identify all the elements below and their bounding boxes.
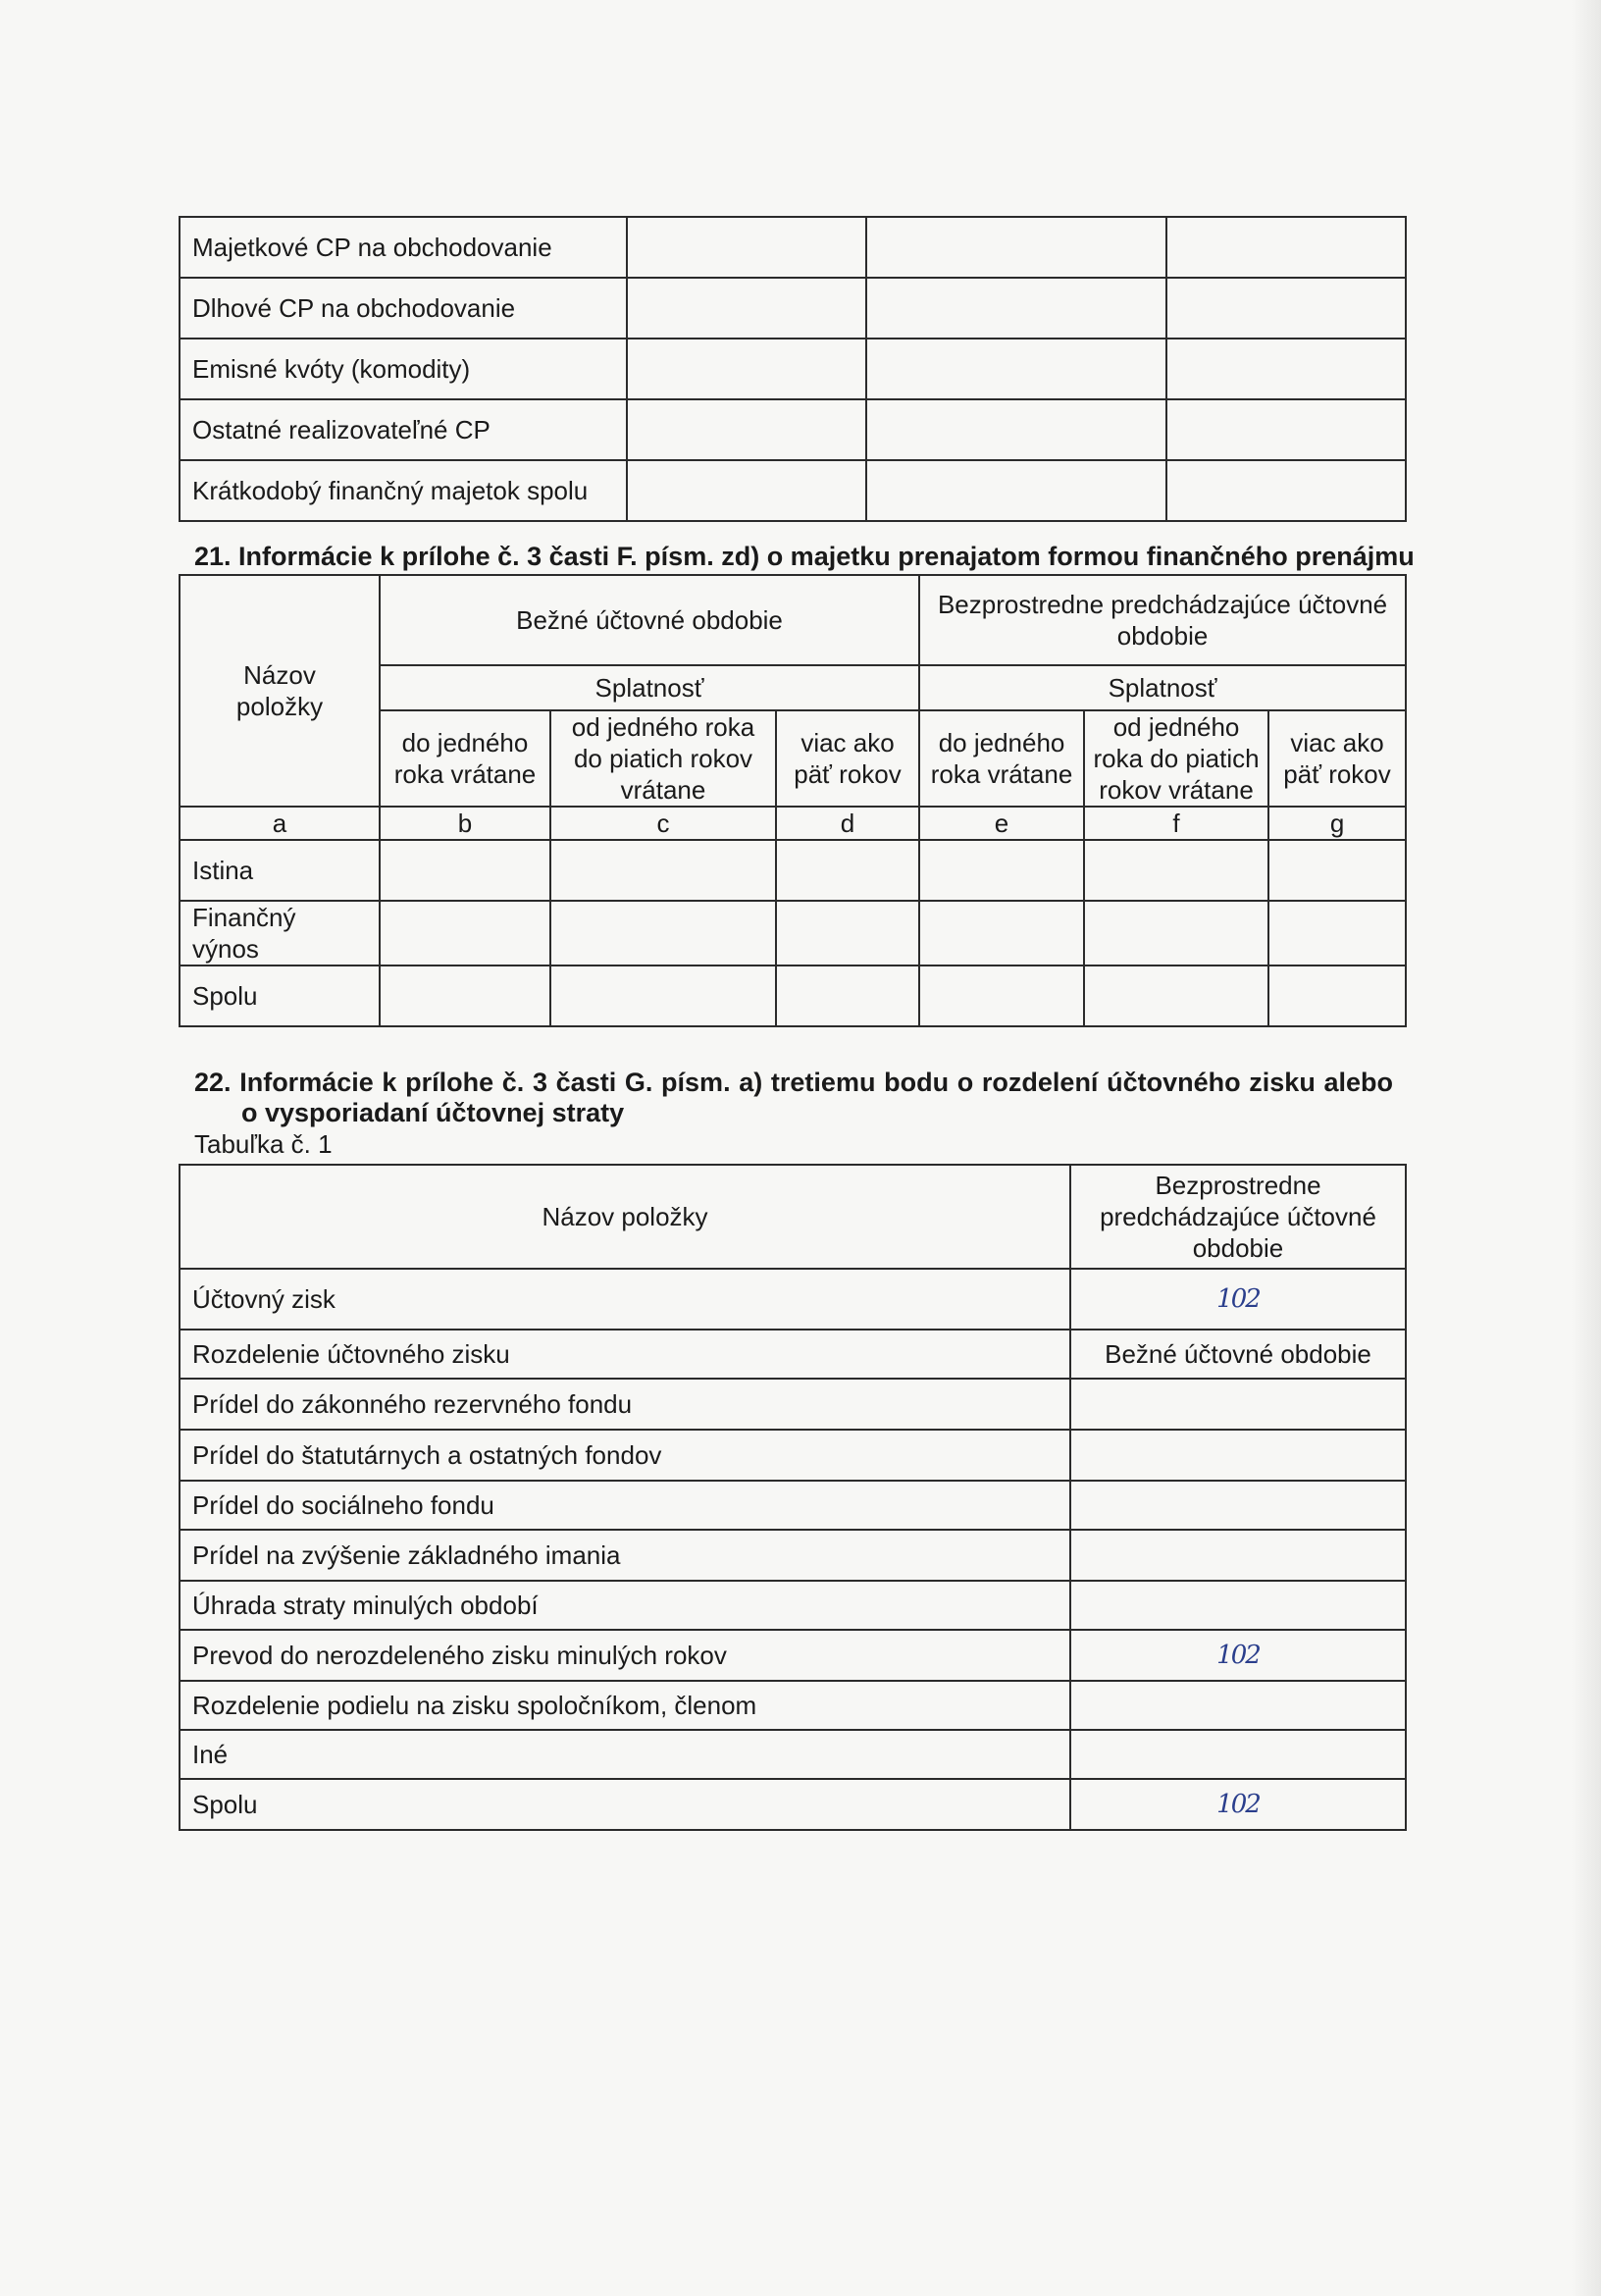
value-cell: [1166, 399, 1406, 460]
col-header-g: viac ako päť rokov: [1268, 710, 1406, 807]
value-cell: [1166, 217, 1406, 278]
table-row: [180, 840, 1406, 901]
section-22-title: 22. Informácie k prílohe č. 3 časti G. písm. a) tretiemu bodu o rozdelení účtovného zisku alebo: [194, 1068, 1393, 1097]
col-letter: c: [550, 807, 776, 840]
table-row-total: [180, 965, 1406, 1026]
value-cell: [1070, 1530, 1406, 1581]
table-row: [180, 901, 1406, 965]
value-cell: [866, 339, 1166, 399]
previous-period-header: Bezprostredne predchádzajúce účtovné obdobie: [919, 575, 1406, 665]
page-edge: [1572, 0, 1601, 2296]
col-header-c: od jedného roka do piatich rokov vrátane: [550, 710, 776, 807]
table-row: [180, 1630, 1406, 1681]
row-label: Prídel do štatutárnych a ostatných fondov: [180, 1430, 1070, 1481]
total-value-handwritten: 102: [1070, 1779, 1406, 1830]
col-header-d: viac ako päť rokov: [776, 710, 919, 807]
value-cell: [550, 901, 776, 965]
table-row: [180, 1681, 1406, 1730]
row-label: Rozdelenie podielu na zisku spoločníkom, členom: [180, 1681, 1070, 1730]
table-row: [180, 278, 1406, 339]
row-label: Finančný výnos: [180, 901, 380, 965]
value-cell: [627, 339, 866, 399]
value-cell: [1070, 1430, 1406, 1481]
financial-lease-table: [179, 574, 1407, 1027]
value-cell-handwritten: 102: [1070, 1630, 1406, 1681]
profit-label: Účtovný zisk: [180, 1269, 1070, 1330]
table-row: [180, 1379, 1406, 1430]
value-cell: [866, 460, 1166, 521]
value-cell: [1084, 901, 1268, 965]
col-letter: b: [380, 807, 550, 840]
value-cell: [1070, 1481, 1406, 1530]
table-row: [180, 1430, 1406, 1481]
row-label: Iné: [180, 1730, 1070, 1779]
value-cell: [627, 217, 866, 278]
name-header: Názov položky: [180, 575, 380, 807]
table-row-total: [180, 1779, 1406, 1830]
row-label: Majetkové CP na obchodovanie: [180, 217, 627, 278]
table-row: [180, 1481, 1406, 1530]
row-label: Prídel do zákonného rezervného fondu: [180, 1379, 1070, 1430]
value-cell: [550, 840, 776, 901]
col-header-e: do jedného roka vrátane: [919, 710, 1084, 807]
table-row: [180, 399, 1406, 460]
value-cell: [627, 278, 866, 339]
value-cell: [1084, 965, 1268, 1026]
table-row: [180, 1581, 1406, 1630]
row-label: Úhrada straty minulých období: [180, 1581, 1070, 1630]
total-label: Spolu: [180, 1779, 1070, 1830]
value-cell: [866, 399, 1166, 460]
distribution-label: Rozdelenie účtovného zisku: [180, 1330, 1070, 1379]
col-letter: f: [1084, 807, 1268, 840]
value-cell: [1070, 1581, 1406, 1630]
value-cell: [1268, 965, 1406, 1026]
section-22-title-cont: o vysporiadaní účtovnej straty: [241, 1098, 625, 1127]
value-cell: [1070, 1379, 1406, 1430]
value-cell: [776, 965, 919, 1026]
value-cell: [550, 965, 776, 1026]
name-header: Názov položky: [180, 1165, 1070, 1269]
previous-period-header: Bezprostredne predchádzajúce účtovné obdobie: [1070, 1165, 1406, 1269]
value-cell: [380, 965, 550, 1026]
value-cell: [1166, 460, 1406, 521]
value-cell: [919, 965, 1084, 1026]
current-period-header: Bežné účtovné obdobie: [380, 575, 919, 665]
maturity-header: Splatnosť: [919, 665, 1406, 710]
table-label: Tabuľka č. 1: [194, 1129, 333, 1159]
col-letter: a: [180, 807, 380, 840]
table-row-total: [180, 460, 1406, 521]
table-row: [180, 1530, 1406, 1581]
value-cell: [1268, 840, 1406, 901]
value-cell: [866, 217, 1166, 278]
row-label: Prídel do sociálneho fondu: [180, 1481, 1070, 1530]
profit-distribution-table: [179, 1164, 1407, 1831]
value-cell: [380, 840, 550, 901]
row-label: Prídel na zvýšenie základného imania: [180, 1530, 1070, 1581]
value-cell: [627, 460, 866, 521]
row-label: Istina: [180, 840, 380, 901]
value-cell: [919, 840, 1084, 901]
value-cell: [776, 840, 919, 901]
value-cell: [380, 901, 550, 965]
value-cell: [776, 901, 919, 965]
table-row: [180, 339, 1406, 399]
value-cell: [1084, 840, 1268, 901]
col-header-b: do jedného roka vrátane: [380, 710, 550, 807]
total-label: Krátkodobý finančný majetok spolu: [180, 460, 627, 521]
total-label: Spolu: [180, 965, 380, 1026]
col-letter: g: [1268, 807, 1406, 840]
col-letter: e: [919, 807, 1084, 840]
letter-row: [180, 807, 1406, 840]
value-cell: [1070, 1730, 1406, 1779]
value-cell: [1166, 278, 1406, 339]
col-header-f: od jedného roka do piatich rokov vrátane: [1084, 710, 1268, 807]
row-label: Dlhové CP na obchodovanie: [180, 278, 627, 339]
current-period-header: Bežné účtovné obdobie: [1070, 1330, 1406, 1379]
row-label: Ostatné realizovateľné CP: [180, 399, 627, 460]
value-cell: [1166, 339, 1406, 399]
value-cell: [1070, 1681, 1406, 1730]
value-cell: [1268, 901, 1406, 965]
header-row: [180, 575, 1406, 665]
profit-value-handwritten: 102: [1070, 1269, 1406, 1330]
value-cell: [919, 901, 1084, 965]
table-row: [180, 1330, 1406, 1379]
table-row: [180, 217, 1406, 278]
table-row: [180, 1269, 1406, 1330]
col-letter: d: [776, 807, 919, 840]
value-cell: [866, 278, 1166, 339]
maturity-header: Splatnosť: [380, 665, 919, 710]
section-21-title: 21. Informácie k prílohe č. 3 časti F. písm. zd) o majetku prenajatom formou finančného prenájmu: [194, 542, 1415, 571]
row-label: Emisné kvóty (komodity): [180, 339, 627, 399]
value-cell: [627, 399, 866, 460]
row-label: Prevod do nerozdeleného zisku minulých rokov: [180, 1630, 1070, 1681]
short-term-financial-assets-table: [179, 216, 1407, 522]
header-row: [180, 1165, 1406, 1269]
table-row: [180, 1730, 1406, 1779]
